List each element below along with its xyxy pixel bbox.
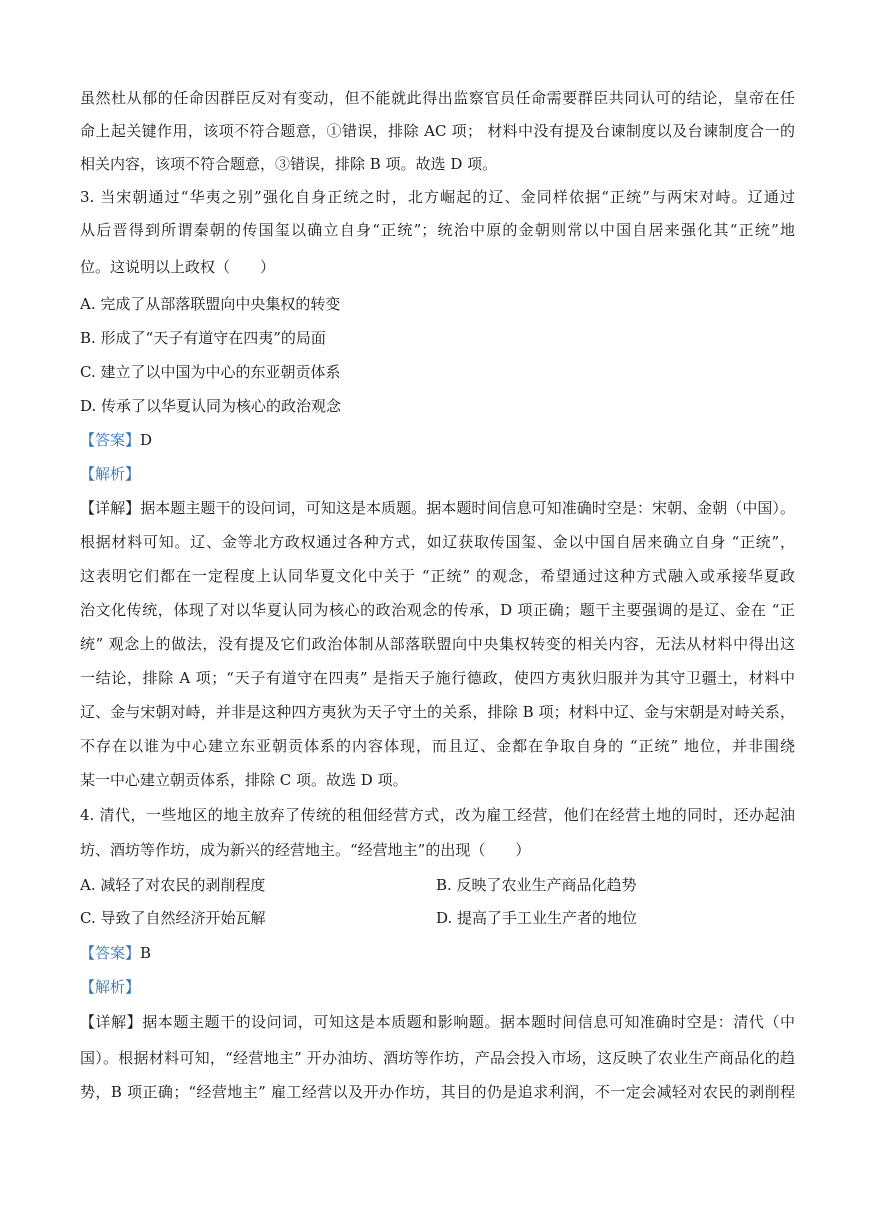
q4-answer [80,941,795,965]
q3-option-b: B. 形成了“天子有道守在四夷”的局面 [80,329,326,347]
q4-stem-line: 4. 清代，一些地区的地主放弃了传统的租佃经营方式，改为雇工经营，他们在经营土地的同时，还办起油 [80,806,795,824]
prev-analysis-line: 命上起关键作用，该项不符合题意，①错误，排除 AC 项； 材料中没有提及台谏制度以及台谏制度合一的 [80,122,795,140]
q3-stem-line: 位。这说明以上政权（ ） [80,258,276,276]
detail-text: 据本题主题干的设问词，可知这是本质题和影响题。据本题时间信息可知准确时空是：清代（中 [142,1013,795,1031]
detail-label: 【详解】 [80,1013,143,1031]
q3-detail-line: 这表明它们都在一定程度上认同华夏文化中关于 “正统” 的观念，希望通过这种方式融入或承接华夏政 [80,567,795,585]
q3-detail-first [80,496,795,520]
prev-analysis-line: 相关内容，该项不符合题意，③错误，排除 B 项。故选 D 项。 [80,155,498,173]
q3-detail-line: 辽、金与宋朝对峙，并非是这种四方夷狄为天子守土的关系，排除 B 项；材料中辽、金与宋朝是对峙关系， [80,703,795,721]
q4-option-b: B. 反映了农业生产商品化趋势 [436,876,637,894]
q3-stem-line: 3. 当宋朝通过“华夷之别”强化自身正统之时，北方崛起的辽、金同样依据“正统”与两宋对峙。辽通过 [80,188,795,206]
q4-option-a: A. 减轻了对农民的剥削程度 [80,876,266,894]
answer-label: 【答案】 [80,431,141,449]
q4-option-d: D. 提高了手工业生产者的地位 [436,909,638,927]
q3-detail-line: 不存在以谁为中心建立东亚朝贡体系的内容体现，而且辽、金都在争取自身的 “正统” 地位，并非围绕 [80,737,795,755]
q3-stem-line: 从后晋得到所谓秦朝的传国玺以确立自身“正统”；统治中原的金朝则常以中国自居来强化其“正统”地 [80,221,795,239]
q3-answer [80,428,795,452]
q3-option-c: C. 建立了以中国为中心的东亚朝贡体系 [80,363,341,381]
answer-value: D [140,431,153,449]
q4-option-c: C. 导致了自然经济开始瓦解 [80,909,266,927]
prev-analysis-line: 虽然杜从郁的任命因群臣反对有变动，但不能就此得出监察官员任命需要群臣共同认可的结论，皇帝在任 [80,89,795,107]
q4-analysis-label: 【解析】 [80,978,141,996]
detail-text: 据本题主题干的设问词，可知这是本质题。据本题时间信息可知准确时空是：宋朝、金朝（中国）。 [140,499,795,517]
answer-value: B [140,944,152,962]
answer-label: 【答案】 [80,944,141,962]
q4-detail-line: 势，B 项正确；“经营地主” 雇工经营以及开办作坊，其目的仍是追求利润，不一定会减轻对农民的剥削程 [80,1083,795,1101]
q3-detail-line: 某一中心建立朝贡体系，排除 C 项。故选 D 项。 [80,771,408,789]
q3-detail-line: 治文化传统，体现了对以华夏认同为核心的政治观念的传承，D 项正确；题干主要强调的是辽、金在 “正 [80,601,795,619]
detail-label: 【详解】 [80,499,141,517]
q3-detail-line: 一结论，排除 A 项；“天子有道守在四夷” 是指天子施行德政，使四方夷狄归服并为其守卫疆土，材料中 [80,669,795,687]
q4-stem-line: 坊、酒坊等作坊，成为新兴的经营地主。“经营地主”的出现（ ） [80,841,531,859]
q3-analysis-label: 【解析】 [80,465,141,483]
q4-detail-first [80,1010,795,1034]
q4-detail-line: 国）。根据材料可知，“经营地主” 开办油坊、酒坊等作坊，产品会投入市场，这反映了农业生产商品化的趋 [80,1049,795,1067]
q3-detail-line: 根据材料可知。辽、金等北方政权通过各种方式，如辽获取传国玺、金以中国自居来确立自身 “正统”， [80,533,795,551]
q3-option-a: A. 完成了从部落联盟向中央集权的转变 [80,295,341,313]
q3-option-d: D. 传承了以华夏认同为核心的政治观念 [80,397,342,415]
q3-detail-line: 统” 观念上的做法，没有提及它们政治体制从部落联盟向中央集权转变的相关内容，无法从材料中得出这 [80,635,795,653]
